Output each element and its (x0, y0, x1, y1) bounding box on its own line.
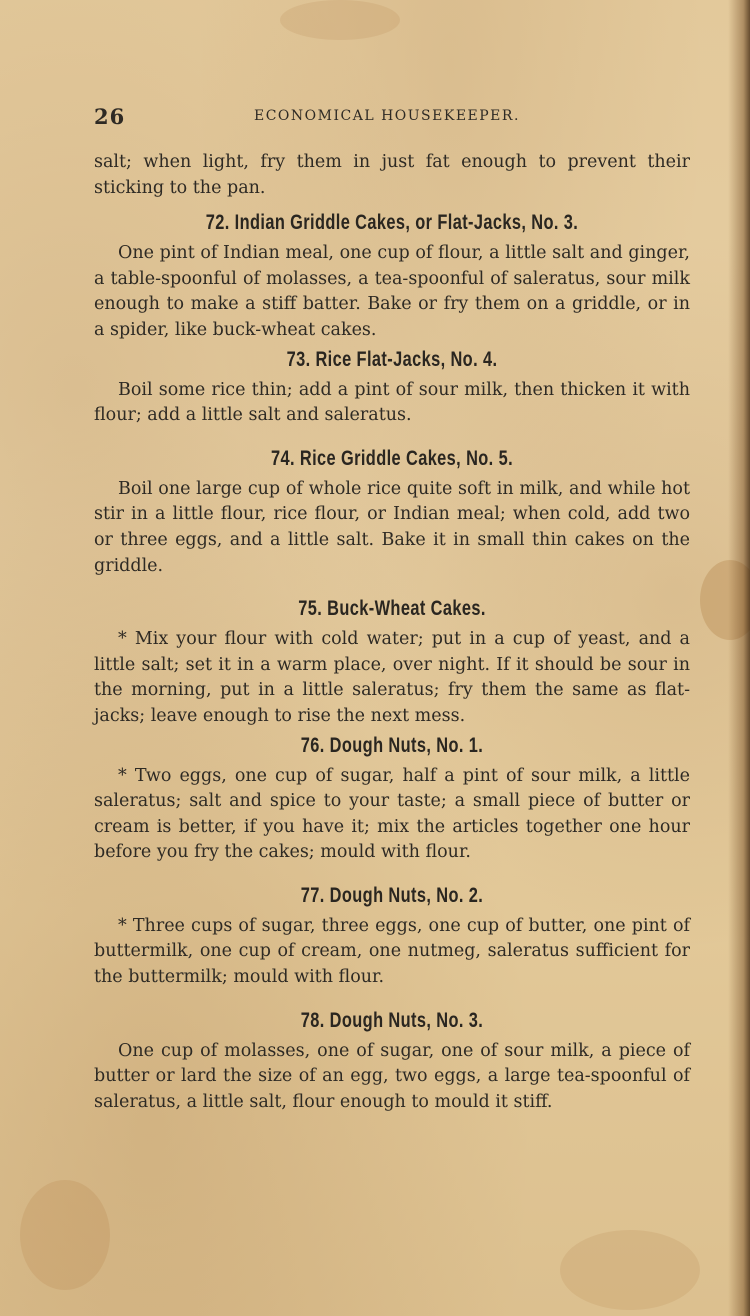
stain-mark (700, 560, 750, 640)
recipe-title: 76. Dough Nuts, No. 1. (300, 733, 484, 757)
recipe-title: 74. Rice Griddle Cakes, No. 5. (270, 446, 514, 470)
recipe-text: Boil some rice thin; add a pint of sour milk, then thicken it with flour; add a little salt and saleratus. (94, 379, 690, 426)
page-body (94, 150, 690, 1115)
recipe-title: 72. Indian Griddle Cakes, or Flat-Jacks, No. 3. (205, 211, 579, 235)
running-head: ECONOMICAL HOUSEKEEPER. (254, 108, 520, 124)
stain-mark (560, 1230, 700, 1310)
recipe-text: * Two eggs, one cup of sugar, half a pint of sour milk, a little saleratus; salt and spice to your taste; a small piece of butter or cream is better, if you have it; mix the articles together one hour before you fry the cakes; mould with flour. (94, 765, 690, 863)
recipe-text: One pint of Indian meal, one cup of flour, a little salt and ginger, a table-spoonful of molasses, a tea-spoonful of saleratus, sour milk enough to make a stiff batter. Bake or fry them on a griddle, or in a spider, like buck-wheat cakes. (94, 243, 690, 340)
recipe-text: * Three cups of sugar, three eggs, one cup of butter, one pint of buttermilk, one cup of cream, one nutmeg, saleratus sufficient for the buttermilk; mould with flour. (94, 915, 690, 988)
recipe-text: One cup of molasses, one of sugar, one of sour milk, a piece of butter or lard the size of an egg, two eggs, a large tea-spoonful of saleratus, a little salt, flour enough to mould it stiff. (94, 1040, 690, 1112)
page-number: 26 (94, 104, 126, 129)
recipe-text: * Mix your flour with cold water; put in a cup of yeast, and a little salt; set it in a warm place, over night. If it should be sour in the morning, put in a little saleratus; fry them the same as flat-jacks; leave enough to rise the next mess. (94, 629, 690, 726)
continuation-paragraph: salt; when light, fry them in just fat enough to prevent their sticking to the pan. (94, 152, 690, 198)
stain-mark (280, 0, 400, 40)
recipe-text: Boil one large cup of whole rice quite soft in milk, and while hot stir in a little flour, rice flour, or Indian meal; when cold, add two or three eggs, and a little salt. Bake it in small thin cakes on the griddle. (94, 478, 690, 576)
stain-mark (20, 1180, 110, 1290)
page-header (94, 104, 690, 130)
recipe-title: 77. Dough Nuts, No. 2. (300, 883, 484, 907)
recipe-title: 78. Dough Nuts, No. 3. (300, 1008, 484, 1032)
recipe-title: 75. Buck-Wheat Cakes. (298, 597, 486, 621)
recipe-title: 73. Rice Flat-Jacks, No. 4. (286, 347, 498, 371)
